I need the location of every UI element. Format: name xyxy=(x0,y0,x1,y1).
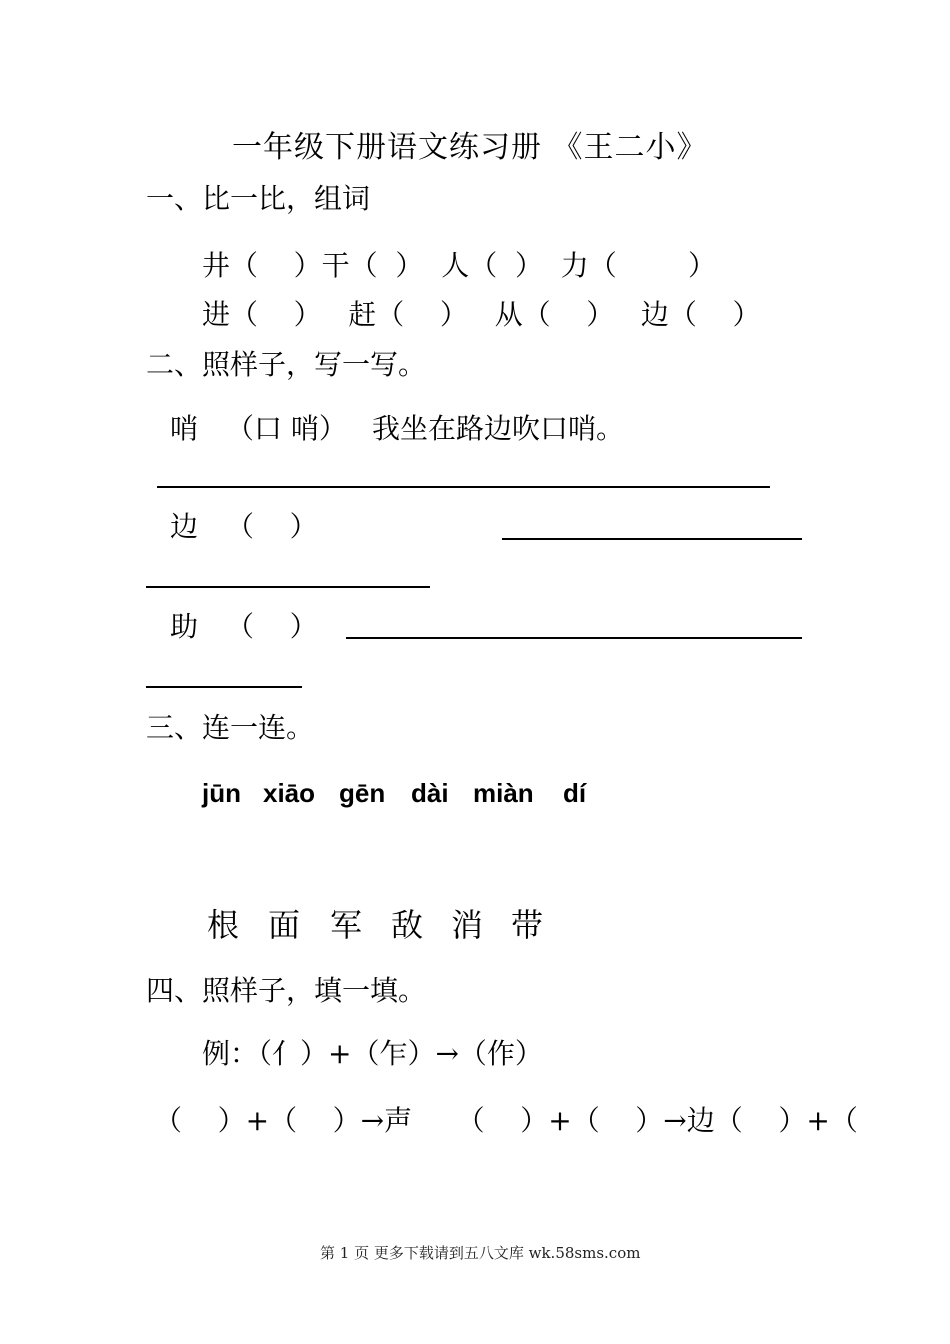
answer-line[interactable] xyxy=(146,686,302,688)
pinyin-item[interactable]: gēn xyxy=(339,778,386,808)
char-item[interactable]: 根 xyxy=(207,906,240,944)
answer-line[interactable] xyxy=(146,586,430,588)
section4-row: （ ）+（ ）→声 （ ）+（ ）→边（ ）+（ xyxy=(154,1104,858,1137)
example-char: 哨 xyxy=(170,412,199,445)
section4-example: 例：（亻）+（乍）→（作） xyxy=(202,1037,543,1070)
pinyin-item[interactable]: dài xyxy=(411,778,449,808)
section1-heading: 一、比一比，组词 xyxy=(146,182,371,215)
answer-line[interactable] xyxy=(502,538,802,540)
example-word: （口 哨） xyxy=(226,412,347,445)
page-title: 一年级下册语文练习册 《王二小》 xyxy=(232,130,708,165)
item2-paren: （ ） xyxy=(226,610,318,643)
section1-row1: 井（ ）干（ ） 人（ ） 力（ ） xyxy=(202,249,717,282)
item2-char: 助 xyxy=(170,610,199,643)
example-sentence: 我坐在路边吹口哨。 xyxy=(372,412,625,445)
pinyin-item[interactable]: miàn xyxy=(473,778,534,808)
char-item[interactable]: 面 xyxy=(268,906,301,944)
section2-heading: 二、照样子，写一写。 xyxy=(146,348,427,381)
answer-line[interactable] xyxy=(157,486,770,488)
section3-heading: 三、连一连。 xyxy=(146,711,315,744)
page-footer: 第 1 页 更多下载请到五八文库 wk.58sms.com xyxy=(320,1244,641,1262)
pinyin-item[interactable]: xiāo xyxy=(263,778,316,808)
char-item[interactable]: 敌 xyxy=(391,906,424,944)
pinyin-item[interactable]: dí xyxy=(563,778,587,808)
section4-heading: 四、照样子，填一填。 xyxy=(146,974,427,1007)
char-item[interactable]: 军 xyxy=(330,906,363,944)
item1-char: 边 xyxy=(170,510,199,543)
section1-row2: 进（ ） 赶（ ） 从（ ） 边（ ） xyxy=(202,298,761,331)
answer-line[interactable] xyxy=(346,637,802,639)
char-item[interactable]: 带 xyxy=(511,906,544,944)
pinyin-item[interactable]: jūn xyxy=(202,778,241,808)
item1-paren: （ ） xyxy=(226,510,318,543)
char-item[interactable]: 消 xyxy=(451,906,484,944)
